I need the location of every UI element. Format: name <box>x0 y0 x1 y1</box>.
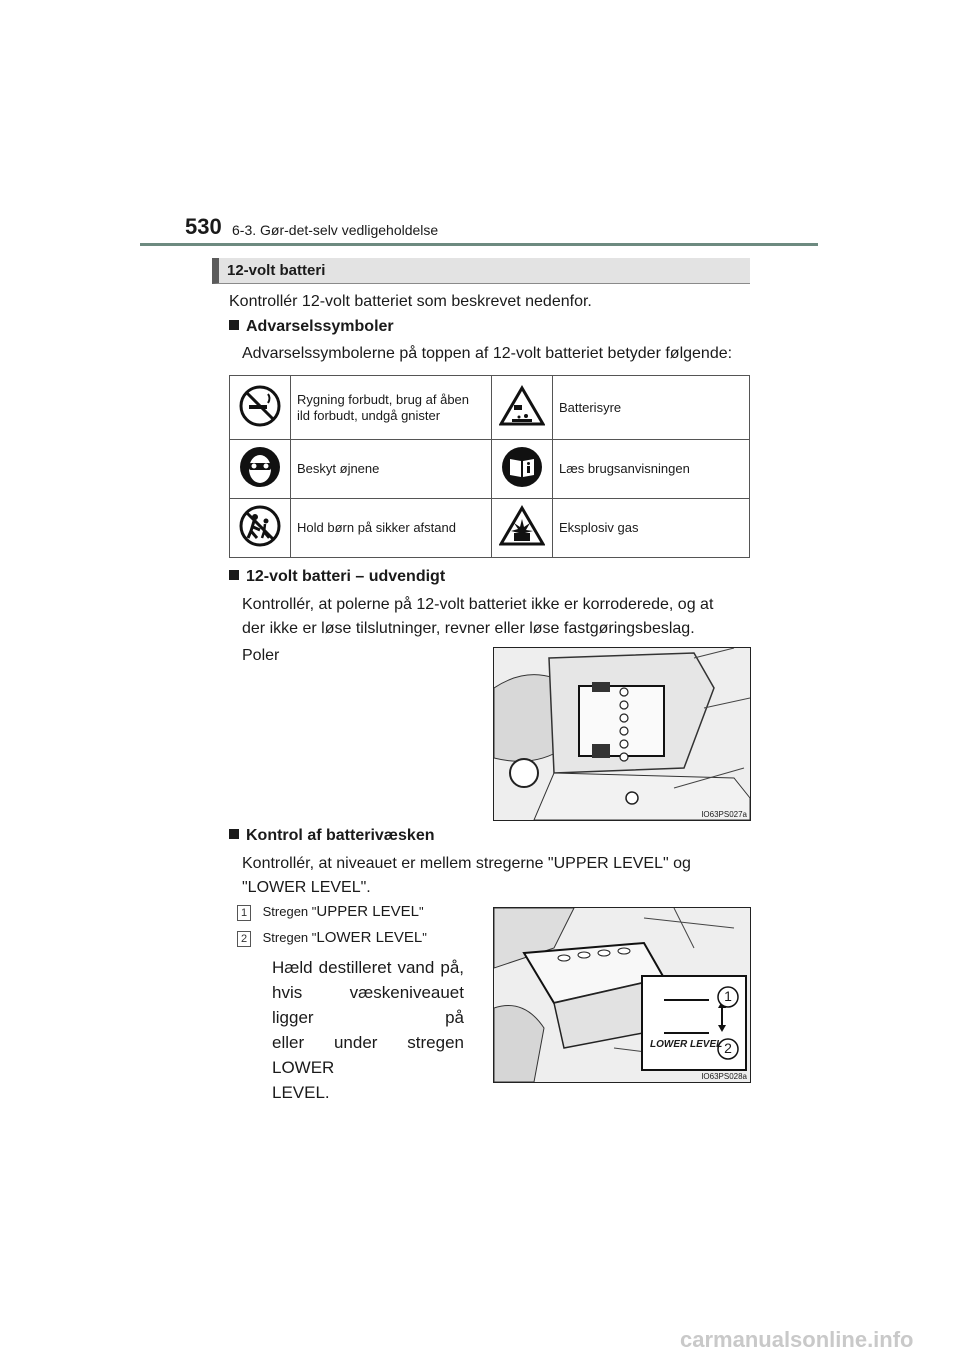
upper-level-item: 1 Stregen "UPPER LEVEL" <box>237 903 424 921</box>
warnings-heading: Advarselssymboler <box>229 318 394 336</box>
warning-label: Beskyt øjnene <box>291 440 492 499</box>
keep-children-away-icon <box>230 499 291 558</box>
terminals-label: Poler <box>242 647 280 664</box>
square-bullet-icon <box>229 320 239 330</box>
warning-label: Læs brugsanvisningen <box>553 440 750 499</box>
explosive-gas-icon <box>492 499 553 558</box>
warning-label: Eksplosiv gas <box>553 499 750 558</box>
fluid-note: Hæld destilleret vand på, hvis væskeniveauet ligger på eller under stregen LOWER LEVEL. <box>272 958 464 1102</box>
section-title-bar <box>212 258 750 284</box>
table-row <box>230 440 750 499</box>
table-row <box>230 499 750 558</box>
page-number: 530 <box>185 214 222 239</box>
fluid-heading: Kontrol af batterivæsken <box>229 827 434 845</box>
fluid-text-line2: "LOWER LEVEL". <box>242 879 371 896</box>
warning-label: Hold børn på sikker afstand <box>291 499 492 558</box>
chapter-title: 6-3. Gør-det-selv vedligeholdelse <box>232 222 439 238</box>
callout-number: 2 <box>724 1040 732 1056</box>
lower-level-item: 2 Stregen "LOWER LEVEL" <box>237 929 427 947</box>
warnings-text: Advarselssymbolerne på toppen af 12-volt batteriet betyder følgende: <box>242 345 733 362</box>
callout-number: 1 <box>724 988 732 1004</box>
table-row <box>230 376 750 440</box>
exterior-text-line2: der ikke er løse tilslutninger, revner eller løse fastgøringsbeslag. <box>242 620 695 637</box>
warning-label: Batterisyre <box>553 376 750 440</box>
fluid-text-line1: Kontrollér, at niveauet er mellem stregerne "UPPER LEVEL" og <box>242 855 691 872</box>
read-manual-icon <box>492 440 553 499</box>
exterior-heading: 12-volt batteri – udvendigt <box>229 568 445 586</box>
lower-level-callout-label: LOWER LEVEL <box>650 1039 723 1050</box>
callout-number: 1 <box>237 905 251 921</box>
image-code: IO63PS028a <box>701 1072 747 1081</box>
eye-protection-icon <box>230 440 291 499</box>
battery-terminals-illustration <box>493 647 751 821</box>
warning-label: Rygning forbudt, brug af åben ild forbudt, undgå gnister <box>291 376 492 440</box>
warning-symbols-table <box>229 375 750 558</box>
fluid-level-illustration <box>493 907 751 1083</box>
callout-number: 2 <box>237 931 251 947</box>
battery-acid-icon <box>492 376 553 440</box>
no-smoking-icon <box>230 376 291 440</box>
exterior-text-line1: Kontrollér, at polerne på 12-volt batteriet ikke er korroderede, og at <box>242 596 714 613</box>
square-bullet-icon <box>229 570 239 580</box>
watermark: carmanualsonline.info <box>680 1327 914 1352</box>
square-bullet-icon <box>229 829 239 839</box>
header-rule <box>140 243 818 246</box>
section-title: 12-volt batteri <box>227 262 326 279</box>
section-intro: Kontrollér 12-volt batteriet som beskrevet nedenfor. <box>229 293 592 310</box>
image-code: IO63PS027a <box>701 810 747 819</box>
